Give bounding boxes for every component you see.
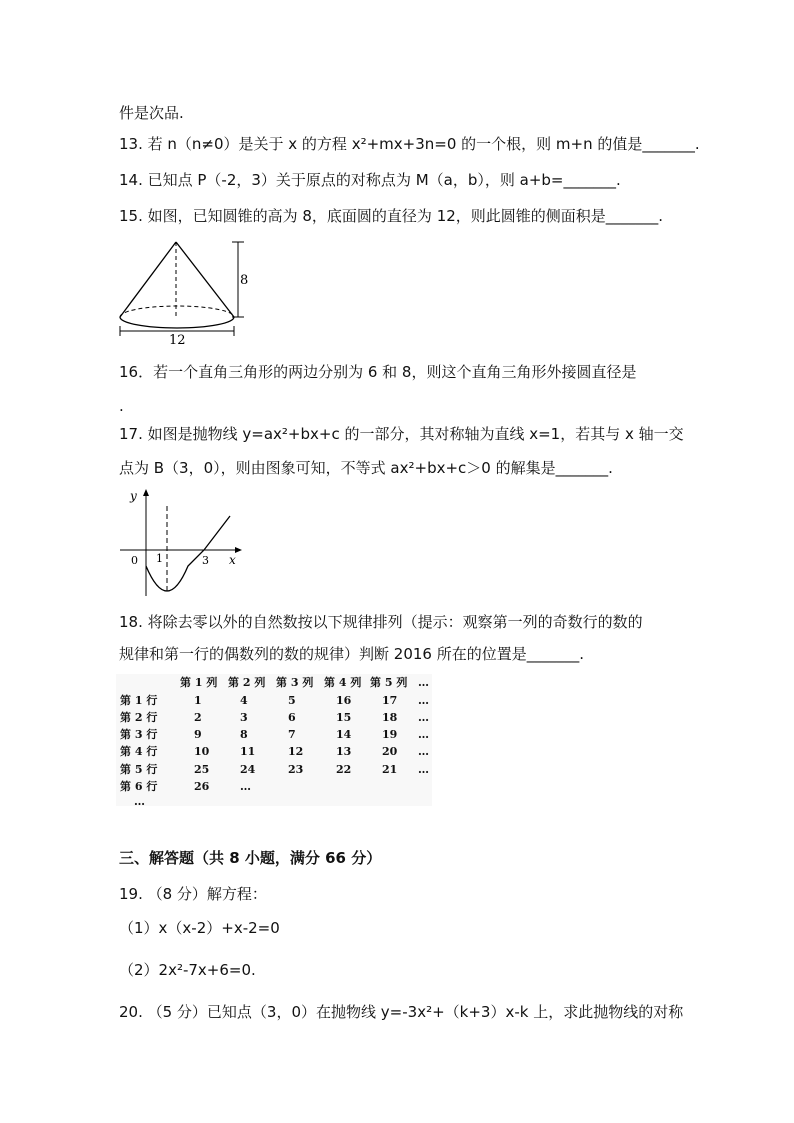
table-cell: … (418, 728, 429, 741)
question-19-part2: （2）2x²-7x+6=0. (119, 961, 256, 979)
x-axis-label: x (229, 553, 236, 567)
table-cell: 3 (240, 711, 248, 724)
table-cell: 18 (382, 711, 398, 724)
table-cell: 16 (336, 694, 352, 707)
table-cell: 4 (240, 694, 248, 707)
section-3-heading: 三、解答题（共 8 小题，满分 66 分） (119, 849, 382, 867)
col-header: 第 5 列 (370, 676, 408, 689)
row-label: 第 1 行 (120, 694, 158, 707)
question-18-line2: 规律和第一行的偶数列的数的规律）判断 2016 所在的位置是_______. (119, 645, 584, 663)
table-cell: 13 (336, 745, 352, 758)
row-label-ellipsis: … (134, 795, 145, 808)
y-axis-arrow (143, 489, 149, 496)
table-cell: 10 (194, 745, 210, 758)
table-cell: 12 (288, 745, 304, 758)
row-label: 第 4 行 (120, 745, 158, 758)
x-axis-arrow (235, 547, 242, 553)
table-cell: 8 (240, 728, 248, 741)
question-20: 20. （5 分）已知点（3，0）在抛物线 y=-3x²+（k+3）x-k 上，求此抛物线的对称 (119, 1003, 684, 1021)
table-cell: 22 (336, 763, 352, 776)
cone-right-edge (176, 242, 234, 317)
col-header: 第 2 列 (228, 676, 266, 689)
table-cell: … (240, 780, 251, 793)
tick-1-label: 1 (156, 552, 163, 565)
question-16-line2: . (119, 397, 124, 415)
cone-base-front (120, 317, 234, 328)
table-cell: 25 (194, 763, 210, 776)
parabola-figure (116, 486, 246, 598)
col-header: 第 4 列 (324, 676, 362, 689)
table-cell: 21 (382, 763, 398, 776)
row-label: 第 6 行 (120, 780, 158, 793)
question-17-line1: 17. 如图是抛物线 y=ax²+bx+c 的一部分，其对称轴为直线 x=1，若其与 x 轴一交 (119, 425, 684, 443)
row-label: 第 3 行 (120, 728, 158, 741)
table-cell: 9 (194, 728, 202, 741)
row-label: 第 5 行 (120, 763, 158, 776)
table-cell: … (418, 711, 429, 724)
tick-3-label: 3 (202, 554, 209, 567)
table-cell: 17 (382, 694, 398, 707)
table-cell: 7 (288, 728, 296, 741)
continuation-text: 件是次品. (119, 104, 184, 122)
table-cell: 2 (194, 711, 202, 724)
question-16-line1: 16．若一个直角三角形的两边分别为 6 和 8，则这个直角三角形外接圆直径是 (119, 363, 637, 381)
question-19-part1: （1）x（x-2）+x-2=0 (119, 919, 280, 937)
height-label: 8 (240, 273, 249, 288)
table-cell: 1 (194, 694, 202, 707)
table-cell: 24 (240, 763, 256, 776)
question-19: 19. （8 分）解方程： (119, 885, 267, 903)
row-label: 第 2 行 (120, 711, 158, 724)
diameter-label: 12 (169, 333, 186, 348)
origin-label: 0 (131, 554, 138, 567)
table-cell: … (418, 763, 429, 776)
cone-figure (116, 236, 256, 348)
table-cell: 6 (288, 711, 296, 724)
question-18-line1: 18. 将除去零以外的自然数按以下规律排列（提示：观察第一列的奇数行的数的 (119, 613, 643, 631)
table-cell: 26 (194, 780, 210, 793)
col-header: 第 3 列 (276, 676, 314, 689)
question-17-line2: 点为 B（3，0），则由图象可知，不等式 ax²+bx+c＞0 的解集是_______. (119, 459, 613, 477)
number-table (116, 674, 432, 806)
question-14: 14. 已知点 P（-2，3）关于原点的对称点为 M（a，b），则 a+b=_______. (119, 171, 621, 189)
question-13: 13. 若 n（n≠0）是关于 x 的方程 x²+mx+3n=0 的一个根，则 m+n 的值是_______. (119, 135, 700, 153)
table-cell: 23 (288, 763, 304, 776)
table-cell: 19 (382, 728, 398, 741)
question-15: 15. 如图，已知圆锥的高为 8，底面圆的直径为 12，则此圆锥的侧面积是_______. (119, 207, 664, 225)
cone-base-back (120, 306, 234, 317)
y-axis-label: y (130, 489, 137, 503)
col-header: … (418, 676, 429, 689)
table-cell: 5 (288, 694, 296, 707)
col-header: 第 1 列 (180, 676, 218, 689)
table-cell: 20 (382, 745, 398, 758)
table-cell: 15 (336, 711, 352, 724)
table-cell: … (418, 745, 429, 758)
table-cell: 14 (336, 728, 352, 741)
table-cell: … (418, 694, 429, 707)
table-cell: 11 (240, 745, 256, 758)
